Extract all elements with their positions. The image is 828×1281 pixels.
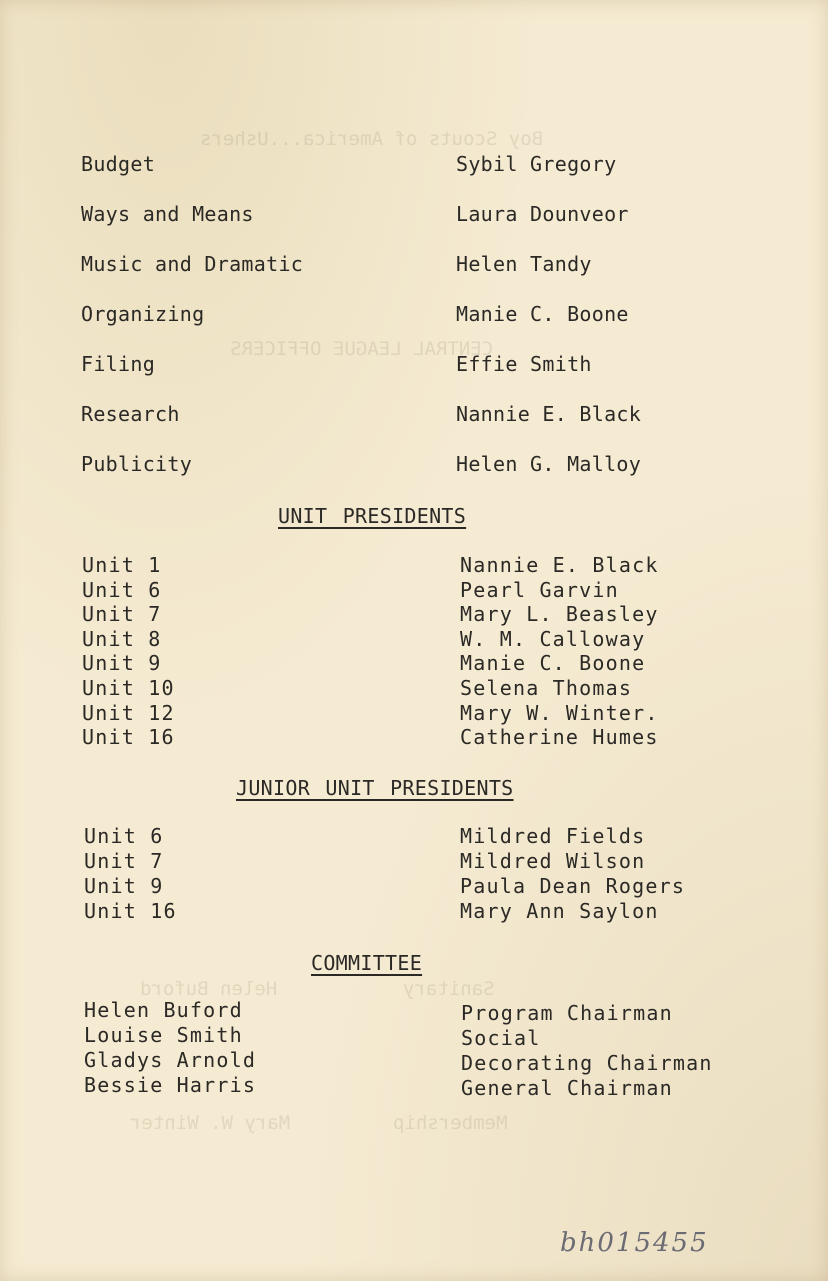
unit-presidents-heading: UNIT PRESIDENTS (278, 504, 467, 528)
officer-name: Manie C. Boone (456, 302, 629, 326)
unit-label: Unit 7 (82, 602, 162, 627)
president-name: Paula Dean Rogers (460, 874, 686, 898)
unit-label: Unit 10 (82, 676, 175, 700)
unit-label: Unit 9 (84, 874, 164, 898)
junior-unit-presidents-heading: JUNIOR UNIT PRESIDENTS (236, 776, 514, 800)
officer-name: Helen Tandy (456, 252, 592, 276)
unit-label: Unit 6 (82, 577, 162, 602)
office-label: Research (81, 402, 180, 426)
unit-label: Unit 16 (84, 899, 177, 923)
committee-member-name: Louise Smith (84, 1023, 243, 1047)
president-name: Mary Ann Saylon (460, 899, 659, 923)
committee-role: Program Chairman (461, 1001, 673, 1025)
unit-label: Unit 16 (82, 725, 175, 750)
committee-heading: COMMITTEE (311, 951, 423, 975)
committee-role: General Chairman (461, 1076, 673, 1100)
bleed-through-text: CENTRAL LEAGUE OFFICERS (230, 338, 494, 360)
president-name: Mary W. Winter. (460, 700, 659, 725)
accession-number: bh015455 (560, 1228, 709, 1258)
committee-member-name: Bessie Harris (84, 1073, 257, 1097)
president-name: Catherine Humes (460, 725, 659, 750)
unit-label: Unit 6 (84, 824, 164, 848)
unit-label: Unit 7 (84, 849, 164, 873)
office-label: Budget (81, 152, 156, 176)
officer-name: Laura Dounveor (456, 202, 629, 226)
president-name: Selena Thomas (460, 676, 633, 700)
president-name: Mildred Fields (460, 824, 646, 848)
bleed-through-text: Boy Scouts of America...Ushers (200, 128, 544, 150)
committee-role: Social (461, 1026, 541, 1050)
officer-name: Effie Smith (456, 352, 592, 376)
unit-label: Unit 8 (82, 626, 162, 651)
officer-name: Nannie E. Black (456, 402, 642, 426)
office-label: Ways and Means (81, 202, 254, 226)
unit-label: Unit 9 (82, 651, 162, 676)
office-label: Music and Dramatic (81, 252, 304, 276)
president-name: W. M. Calloway (460, 626, 646, 651)
committee-member-name: Helen Buford (84, 998, 243, 1022)
president-name: Nannie E. Black (460, 553, 659, 577)
unit-label: Unit 12 (82, 700, 175, 725)
bleed-through-text: Sanitary Helen Buford (140, 978, 495, 1000)
bleed-through-text: Membership Mary W. Winter (130, 1112, 508, 1134)
office-label: Filing (81, 352, 156, 376)
president-name: Mary L. Beasley (460, 602, 659, 627)
president-name: Pearl Garvin (460, 577, 619, 602)
committee-role: Decorating Chairman (461, 1051, 713, 1075)
office-label: Organizing (81, 302, 205, 326)
office-label: Publicity (81, 452, 193, 476)
officer-name: Sybil Gregory (456, 152, 617, 176)
officer-name: Helen G. Malloy (456, 452, 642, 476)
committee-member-name: Gladys Arnold (84, 1048, 257, 1072)
unit-label: Unit 1 (82, 553, 162, 577)
president-name: Mildred Wilson (460, 849, 646, 873)
president-name: Manie C. Boone (460, 651, 646, 676)
